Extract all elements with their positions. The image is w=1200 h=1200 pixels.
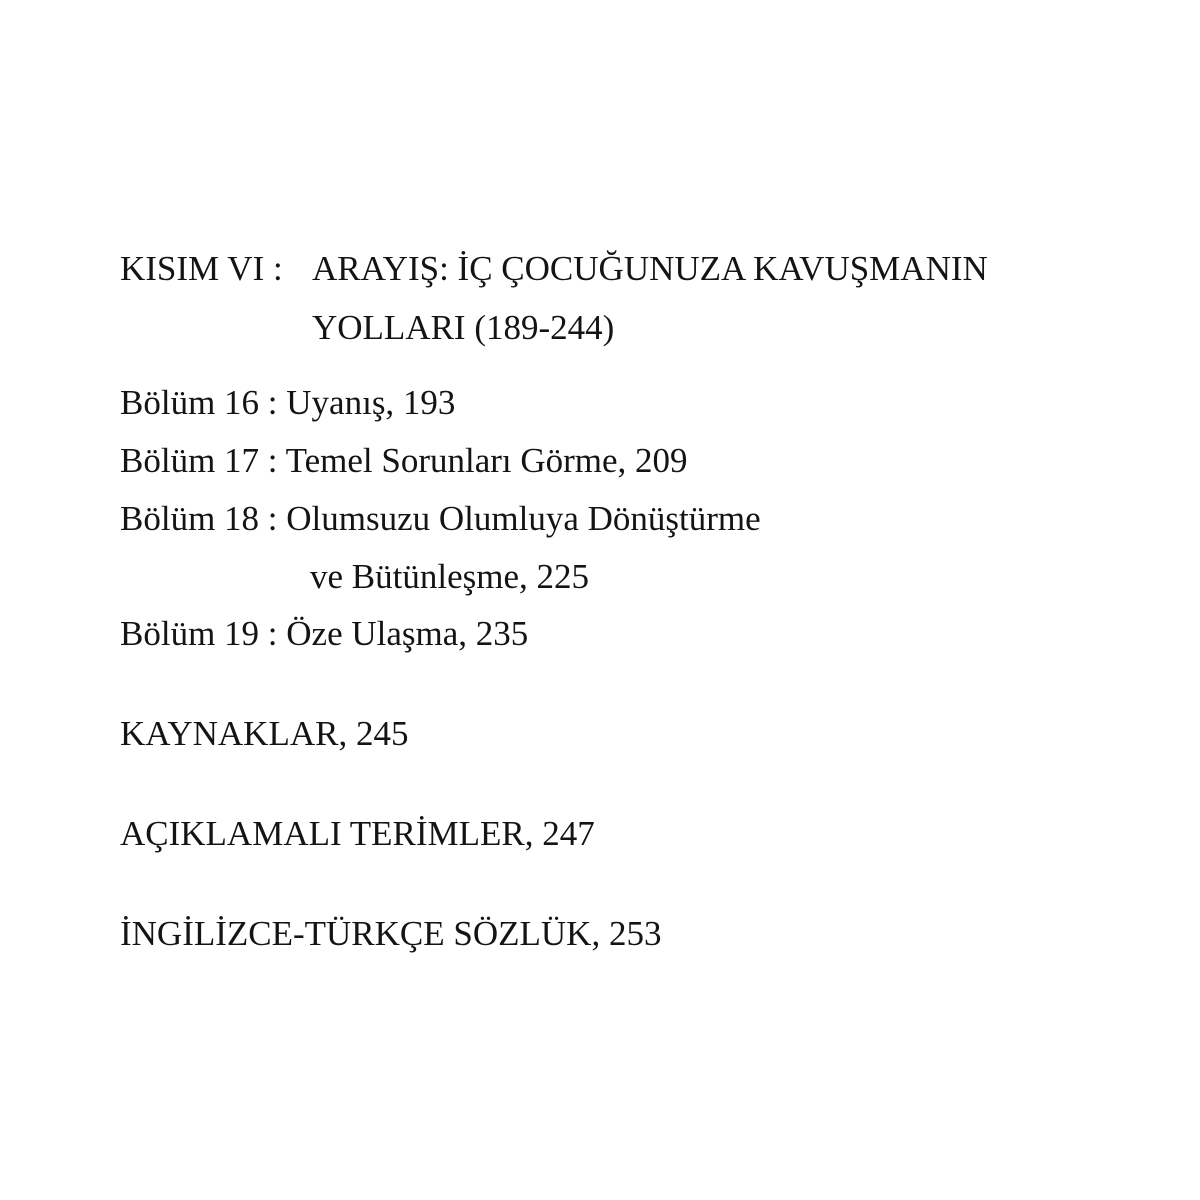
chapter-title: Öze Ulaşma, 235 [286,614,529,653]
toc-entry-chapter-16 [120,383,455,423]
chapter-title: Temel Sorunları Görme, 209 [285,441,688,480]
chapter-label: Bölüm 16 : [120,383,278,422]
toc-entry-chapter-18 [120,499,761,539]
chapter-label: Bölüm 19 : [120,614,278,653]
part-title-line2: YOLLARI (189-244) [312,308,615,347]
chapter-label: Bölüm 18 : [120,499,278,538]
part-heading [120,249,988,289]
chapter-label: Bölüm 17 : [120,441,278,480]
toc-entry-references: KAYNAKLAR, 245 [120,714,409,753]
table-of-contents [120,0,1180,1200]
chapter-title: Olumsuzu Olumluya Dönüştürme [286,499,761,538]
part-title-line1: ARAYIŞ: İÇ ÇOCUĞUNUZA KAVUŞMANIN [312,249,988,288]
toc-entry-glossary: AÇIKLAMALI TERİMLER, 247 [120,814,595,853]
toc-entry-chapter-19 [120,614,528,654]
toc-entry-chapter-17 [120,441,688,481]
toc-entry-dictionary: İNGİLİZCE-TÜRKÇE SÖZLÜK, 253 [120,914,662,953]
chapter-title: Uyanış, 193 [286,383,456,422]
chapter-title-continuation: ve Bütünleşme, 225 [310,557,589,596]
part-label: KISIM VI : [120,249,283,288]
